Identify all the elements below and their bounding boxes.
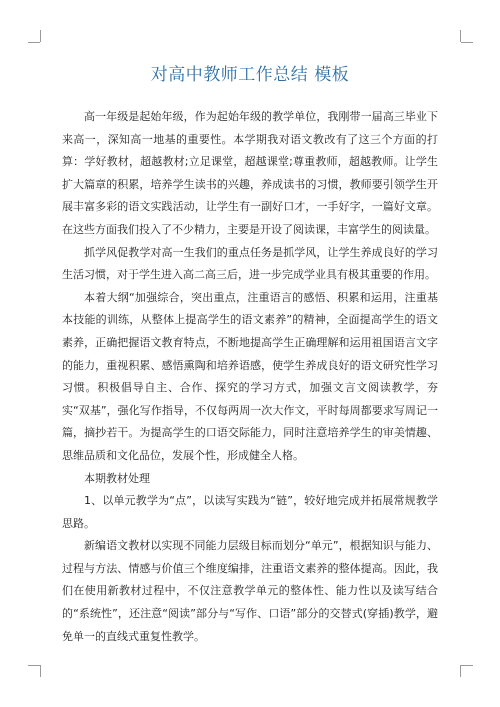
crop-mark-bottom-right-horizontal [461,665,473,666]
crop-mark-top-left-vertical [40,30,41,42]
crop-mark-top-right-vertical [460,30,461,42]
numbered-point: 1、以单元教学为“点”，以读写实践为“链”，较好地完成并拓展常规教学思路。 [62,494,438,530]
document-title: 对高中教师工作总结 模板 [150,65,350,85]
body-paragraph: 高一年级是起始年级，作为起始年级的教学单位，我刚带一届高三毕业下来高一，深知高一地基的重要性。本学期我对语文教改有了这三个方面的打算：学好教材，超越教材;立足课堂，超越课堂;尊重教师，超越教师。让学生扩大篇章的积累，培养学生读书的兴趣，养成读书的习惯，教师要引领学生开展丰富多彩的语文实践活动，让学生有一副好口才，一手好字，一篇好文章。在这些方面我们投入了不少精力，主要是开设了阅读课，丰富学生的阅读量。 [62,110,438,236]
body-paragraph: 本着大纲“加强综合，突出重点，注重语言的感悟、积累和运用，注重基本技能的训练，从整体上提高学生的语文素养”的精神，全面提高学生的语文素养，正确把握语文教育特点，不断地提高学生正确理解和运用祖国语言文字的能力，重视积累、感悟熏陶和培养语感，使学生养成良好的语文研究性学习习惯。积极倡导自主、合作、探究的学习方式，加强文言文阅读教学，夯实“双基”，强化写作指导，不仅每两周一次大作文，平时每周都要求写周记一篇，摘抄若干。为提高学生的口语交际能力，同时注意培养学生的审美情趣、思维品质和文化品位，发展个性，形成健全人格。 [62,290,438,462]
body-paragraph: 抓学风促教学对高一生我们的重点任务是抓学风，让学生养成良好的学习生活习惯，对于学生进入高二高三后，进一步完成学业具有极其重要的作用。 [62,245,438,282]
body-paragraph: 新编语文教材以实现不同能力层级目标而划分“单元”，根据知识与能力、过程与方法、情感与价值三个维度编排，注重语文素养的整体提高。因此，我们在使用新教材过程中，不仅注意教学单元的整体性、能力性以及读写结合的“系统性”，还注意“阅读”部分与“写作、口语”部分的交替式(穿插)教学，避免单一的直线式重复性教学。 [62,539,438,643]
crop-mark-top-left-horizontal [28,42,40,43]
section-heading: 本期教材处理 [84,471,150,485]
crop-mark-bottom-left-horizontal [28,665,40,666]
crop-mark-top-right-horizontal [461,42,473,43]
crop-mark-bottom-right-vertical [460,665,461,677]
document-body [62,106,438,648]
crop-mark-bottom-left-vertical [40,665,41,677]
